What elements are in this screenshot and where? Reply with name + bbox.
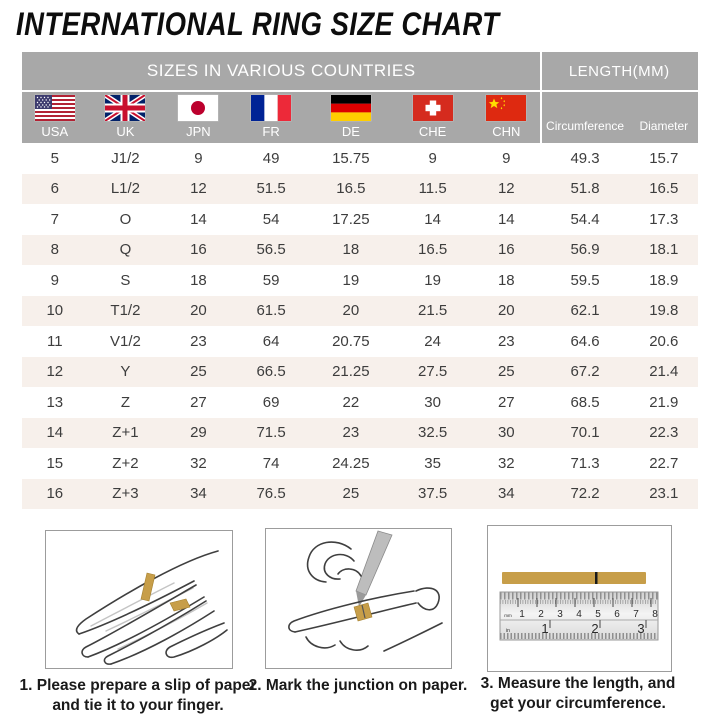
table-cell: 56.5: [256, 241, 286, 259]
table-cell: 14: [46, 424, 64, 442]
svg-text:in: in: [506, 628, 510, 634]
column-label: CHN: [492, 124, 521, 139]
table-cell: 34: [190, 485, 207, 503]
column-label: CHE: [418, 124, 447, 139]
table-cell: 19.8: [649, 302, 679, 320]
table-cell: 16: [497, 241, 515, 259]
column-label: DE: [341, 124, 360, 139]
table-cell: 70.1: [570, 424, 600, 442]
table-cell: L1/2: [110, 180, 141, 198]
table-cell: 15.75: [332, 149, 370, 167]
table-row: [22, 357, 698, 388]
table-cell: 9: [502, 149, 511, 167]
svg-text:2: 2: [538, 609, 544, 620]
table-cell: 12: [46, 363, 64, 381]
table-cell: 15: [46, 454, 64, 472]
table-cell: 21.5: [418, 302, 448, 320]
table-cell: Q: [119, 241, 132, 259]
table-cell: 72.2: [570, 485, 600, 503]
table-cell: J1/2: [111, 149, 140, 167]
table-cell: 27.5: [418, 363, 448, 381]
svg-text:3: 3: [557, 609, 563, 620]
table-cell: Y: [120, 363, 131, 381]
table-cell: 27: [190, 393, 207, 411]
table-row: [22, 387, 698, 418]
table-cell: 76.5: [256, 485, 286, 503]
table-cell: 29: [190, 424, 207, 442]
instruction-caption-3: [470, 674, 686, 715]
france-flag-icon: [251, 95, 291, 121]
usa-flag-icon: [35, 95, 75, 121]
header-divider-horizontal: [22, 90, 698, 92]
table-cell: 64: [262, 332, 280, 350]
table-cell: V1/2: [109, 332, 141, 350]
table-cell: 14: [497, 210, 515, 228]
table-cell: 9: [428, 149, 437, 167]
table-cell: 16.5: [649, 180, 679, 198]
table-cell: 23.1: [649, 485, 679, 503]
table-cell: 12: [190, 180, 207, 198]
table-cell: 21.9: [649, 393, 679, 411]
table-cell: 21.25: [332, 363, 370, 381]
table-cell: 23: [342, 424, 360, 442]
table-cell: 17.25: [332, 210, 370, 228]
table-row: [22, 235, 698, 266]
table-cell: 25: [190, 363, 207, 381]
table-cell: 71.3: [570, 454, 600, 472]
svg-text:8: 8: [652, 609, 658, 620]
column-label: JPN: [186, 124, 211, 139]
table-cell: 69: [262, 393, 280, 411]
column-header-usa: [22, 90, 88, 143]
table-row: [22, 418, 698, 449]
column-label: USA: [41, 124, 69, 139]
table-cell: Z: [120, 393, 130, 411]
table-cell: 7: [50, 210, 59, 228]
svg-text:mm: mm: [504, 613, 512, 618]
table-cell: 25: [342, 485, 360, 503]
table-cell: 6: [50, 180, 59, 198]
table-cell: 15.7: [649, 149, 679, 167]
table-cell: 54: [262, 210, 280, 228]
column-label: Circumference: [546, 119, 625, 133]
table-cell: 14: [190, 210, 207, 228]
table-cell: 51.8: [570, 180, 600, 198]
table-cell: 59: [262, 271, 280, 289]
column-label: FR: [262, 124, 280, 139]
table-cell: 66.5: [256, 363, 286, 381]
table-cell: 59.5: [570, 271, 600, 289]
table-cell: 9: [194, 149, 203, 167]
table-body: [22, 143, 698, 509]
table-row: [22, 143, 698, 174]
japan-flag-icon: [178, 95, 218, 121]
svg-text:3: 3: [637, 621, 645, 636]
table-cell: 74: [262, 454, 280, 472]
table-cell: 16: [46, 485, 64, 503]
table-cell: 22.3: [649, 424, 679, 442]
column-header-diameter: [630, 90, 698, 143]
table-cell: 18.1: [649, 241, 679, 259]
paper-strip: [502, 572, 646, 584]
china-flag-icon: [486, 95, 526, 121]
page-title: INTERNATIONAL RING SIZE CHART: [16, 6, 500, 42]
table-cell: 14: [424, 210, 441, 228]
table-cell: 24.25: [332, 454, 370, 472]
table-cell: 23: [497, 332, 515, 350]
table-cell: Z+3: [112, 485, 139, 503]
table-cell: T1/2: [110, 302, 141, 320]
table-cell: 18: [342, 241, 360, 259]
group-header-sizes: SIZES IN VARIOUS COUNTRIES: [22, 52, 540, 90]
column-header-che: [393, 90, 472, 143]
column-label: Diameter: [639, 119, 689, 133]
hand-marking-with-pen-illustration: [266, 529, 451, 668]
table-cell: 35: [424, 454, 441, 472]
table-cell: 18: [190, 271, 207, 289]
table-cell: 11: [46, 332, 63, 350]
table-cell: 51.5: [256, 180, 286, 198]
table-cell: 54.4: [570, 210, 600, 228]
table-cell: 21.4: [649, 363, 679, 381]
header-divider-vertical: [540, 52, 542, 143]
column-header-de: [309, 90, 394, 143]
table-flag-header-row: [22, 90, 698, 143]
table-cell: 71.5: [256, 424, 286, 442]
table-cell: 20: [190, 302, 207, 320]
switzerland-flag-icon: [413, 95, 453, 121]
table-cell: 25: [497, 363, 515, 381]
paper-strip-mark: [595, 572, 598, 584]
table-cell: 13: [46, 393, 64, 411]
table-group-header: [22, 52, 698, 90]
table-cell: 20: [342, 302, 360, 320]
table-cell: 12: [497, 180, 515, 198]
table-cell: 49.3: [570, 149, 600, 167]
table-cell: 9: [50, 271, 59, 289]
table-cell: 32.5: [418, 424, 448, 442]
ruler-and-paper-strip-illustration: [488, 526, 671, 671]
table-row: [22, 204, 698, 235]
table-row: [22, 265, 698, 296]
table-cell: 18: [497, 271, 515, 289]
table-cell: 23: [190, 332, 207, 350]
caption-line: 3. Measure the length, and: [480, 675, 676, 692]
table-cell: 32: [497, 454, 515, 472]
column-header-fr: [234, 90, 309, 143]
table-row: [22, 296, 698, 327]
svg-text:7: 7: [633, 609, 639, 620]
table-row: [22, 448, 698, 479]
table-cell: 19: [342, 271, 360, 289]
table-cell: 5: [50, 149, 59, 167]
table-cell: 62.1: [570, 302, 600, 320]
table-cell: 20: [497, 302, 515, 320]
table-cell: Z+2: [112, 454, 139, 472]
germany-flag-icon: [331, 95, 371, 121]
column-header-chn: [472, 90, 540, 143]
table-cell: 68.5: [570, 393, 600, 411]
table-cell: 22.7: [649, 454, 679, 472]
column-header-uk: [88, 90, 164, 143]
table-cell: 61.5: [256, 302, 286, 320]
table-cell: 30: [497, 424, 515, 442]
table-cell: 56.9: [570, 241, 600, 259]
table-cell: 49: [262, 149, 280, 167]
table-cell: 16.5: [418, 241, 448, 259]
column-label: UK: [116, 124, 135, 139]
instruction-caption-1: [14, 676, 262, 717]
caption-line: and tie it to your finger.: [52, 697, 224, 715]
group-header-length: LENGTH(MM): [540, 52, 698, 90]
svg-text:4: 4: [576, 609, 582, 620]
table-cell: 10: [46, 302, 64, 320]
table-row: [22, 174, 698, 205]
column-header-circumference: [540, 90, 629, 143]
uk-flag-icon: [105, 95, 145, 121]
table-cell: 20.6: [649, 332, 679, 350]
table-row: [22, 479, 698, 510]
table-cell: Z+1: [112, 424, 139, 442]
table-cell: 64.6: [570, 332, 600, 350]
svg-text:5: 5: [595, 609, 601, 620]
table-cell: 19: [424, 271, 441, 289]
table-cell: 37.5: [418, 485, 448, 503]
caption-line: 2. Mark the junction on paper.: [248, 677, 468, 694]
table-cell: 18.9: [649, 271, 679, 289]
table-cell: 17.3: [649, 210, 679, 228]
ring-size-table: [22, 52, 698, 509]
table-cell: 27: [497, 393, 515, 411]
table-cell: 24: [424, 332, 441, 350]
instruction-image-mark-paper: [265, 528, 452, 669]
table-cell: 67.2: [570, 363, 600, 381]
instruction-image-measure-ruler: [487, 525, 672, 672]
table-cell: 16: [190, 241, 207, 259]
caption-line: 1. Please prepare a slip of paper: [19, 677, 257, 694]
svg-text:6: 6: [614, 609, 620, 620]
table-cell: 11.5: [418, 180, 447, 198]
column-header-jpn: [163, 90, 233, 143]
hand-with-paper-strip-illustration: [46, 531, 232, 668]
table-cell: 16.5: [336, 180, 366, 198]
caption-line: get your circumference.: [490, 695, 666, 713]
svg-text:1: 1: [541, 621, 549, 636]
table-cell: O: [119, 210, 132, 228]
table-cell: 22: [342, 393, 360, 411]
svg-text:2: 2: [591, 621, 599, 636]
table-cell: 32: [190, 454, 207, 472]
table-cell: S: [120, 271, 131, 289]
table-cell: 20.75: [332, 332, 370, 350]
table-cell: 30: [424, 393, 441, 411]
svg-text:1: 1: [519, 609, 525, 620]
table-cell: 8: [50, 241, 59, 259]
instruction-image-tie-paper: [45, 530, 233, 669]
table-cell: 34: [497, 485, 515, 503]
table-row: [22, 326, 698, 357]
instruction-caption-2: [247, 676, 469, 696]
